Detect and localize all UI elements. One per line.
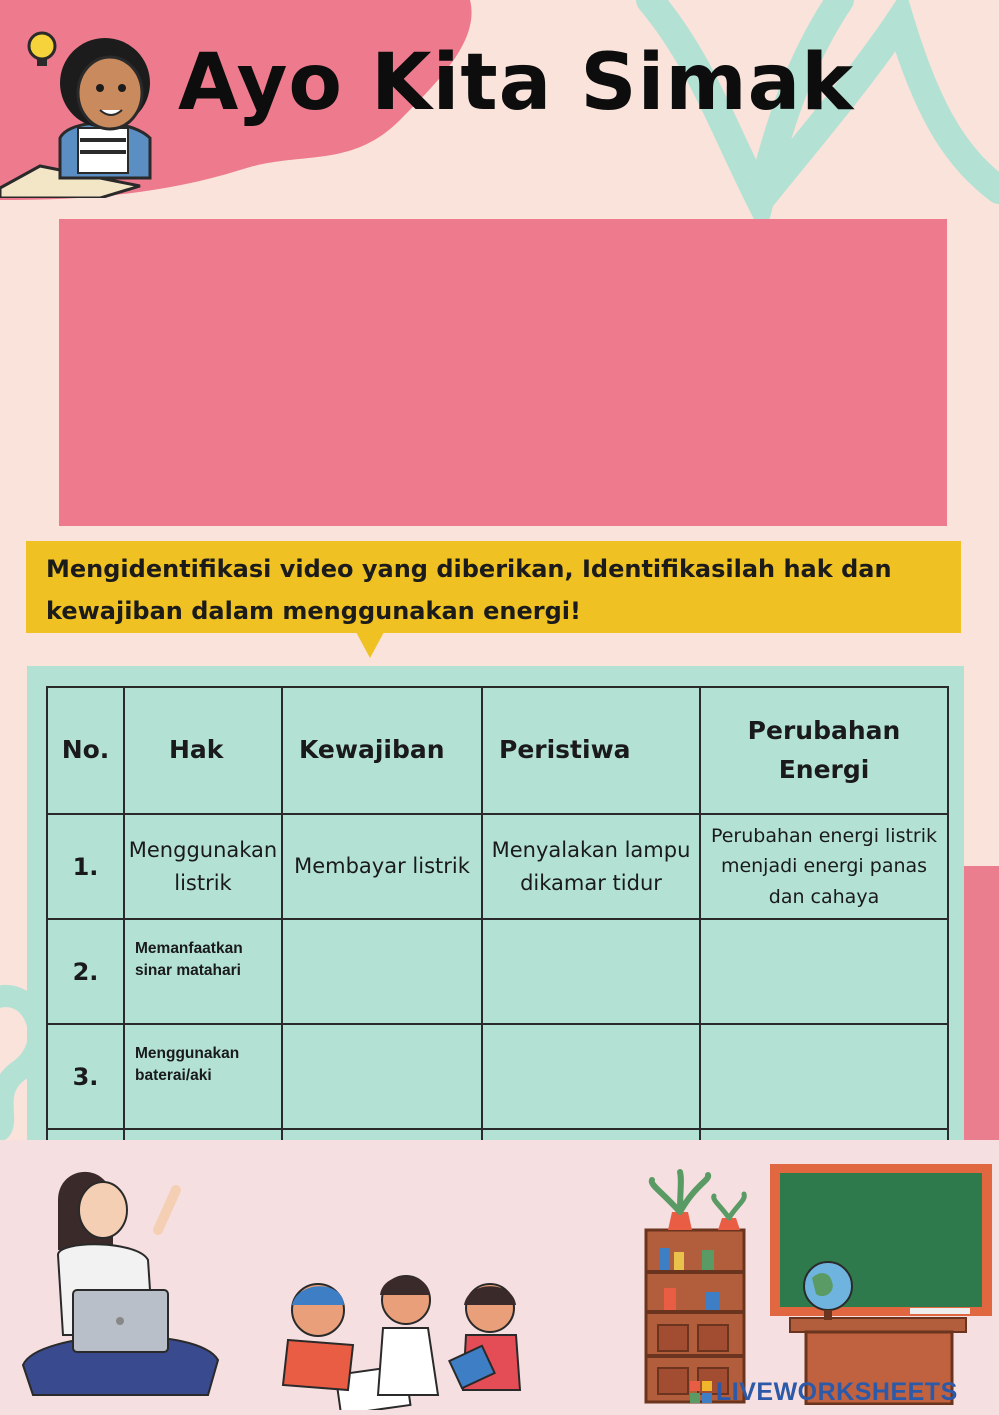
instruction-line-2: kewajiban dalam menggunakan energi! — [46, 597, 581, 625]
cell-perubahan-line1: Perubahan energi listrik — [710, 824, 938, 847]
liveworksheets-watermark[interactable] — [690, 1378, 990, 1406]
cell-perubahan[interactable] — [700, 814, 948, 919]
cell-kewajiban-input[interactable] — [282, 919, 482, 1024]
cell-kewajiban[interactable]: Membayar listrik — [282, 814, 482, 919]
cell-hak-line1: Memanfaatkan — [135, 940, 243, 957]
header-perubahan-line2: Energi — [778, 754, 870, 784]
cell-hak-line2: baterai/aki — [135, 1067, 212, 1085]
energy-table — [46, 686, 949, 1170]
header-perubahan-line1: Perubahan — [747, 715, 901, 745]
cell-hak[interactable] — [124, 1024, 282, 1129]
row-number: 3. — [47, 1024, 124, 1129]
header-no: No. — [47, 687, 124, 814]
table-row — [47, 814, 948, 919]
header-hak: Hak — [124, 687, 282, 814]
page-title: Ayo Kita Simak — [178, 38, 855, 128]
cell-hak-line1: Menggunakan — [135, 1045, 240, 1062]
cell-perubahan-input[interactable] — [700, 1024, 948, 1129]
table-row — [47, 919, 948, 1024]
row-number: 1. — [47, 814, 124, 919]
cell-peristiwa-line1: Menyalakan lampu — [491, 837, 691, 862]
plant-icon — [652, 1172, 708, 1212]
teacher-illustration — [18, 1160, 228, 1405]
instruction-banner — [26, 541, 961, 633]
cell-kewajiban-input[interactable] — [282, 1024, 482, 1129]
cell-perubahan-line3: dan cahaya — [768, 885, 880, 908]
cell-hak-line2: listrik — [174, 870, 232, 895]
cell-hak[interactable] — [124, 919, 282, 1024]
watermark-text: LIVEWORKSHEETS — [716, 1378, 958, 1406]
cell-peristiwa-input[interactable] — [482, 919, 700, 1024]
classroom-illustration — [640, 1160, 995, 1405]
cell-peristiwa-line2: dikamar tidur — [520, 870, 662, 895]
header-peristiwa: Peristiwa — [482, 687, 700, 814]
cell-perubahan-input[interactable] — [700, 919, 948, 1024]
cell-perubahan-line2: menjadi energi panas — [720, 855, 928, 878]
speech-pointer — [356, 632, 384, 658]
header-perubahan-energi — [700, 687, 948, 814]
cell-hak[interactable] — [124, 814, 282, 919]
liveworksheets-logo-icon — [690, 1381, 712, 1403]
table-row — [47, 1024, 948, 1129]
cell-peristiwa[interactable] — [482, 814, 700, 919]
children-illustration — [258, 1270, 538, 1410]
cell-hak-line1: Menggunakan — [128, 837, 278, 862]
row-number: 2. — [47, 919, 124, 1024]
lightbulb-icon — [29, 33, 55, 59]
table-header-row — [47, 687, 948, 814]
cell-hak-line2: sinar matahari — [135, 962, 241, 980]
pink-side-strip — [963, 866, 999, 1140]
girl-reading-illustration — [0, 18, 175, 198]
header-kewajiban: Kewajiban — [282, 687, 482, 814]
video-placeholder[interactable] — [59, 219, 947, 526]
instruction-line-1: Mengidentifikasi video yang diberikan, Identifikasilah hak dan — [46, 555, 892, 583]
cell-peristiwa-input[interactable] — [482, 1024, 700, 1129]
